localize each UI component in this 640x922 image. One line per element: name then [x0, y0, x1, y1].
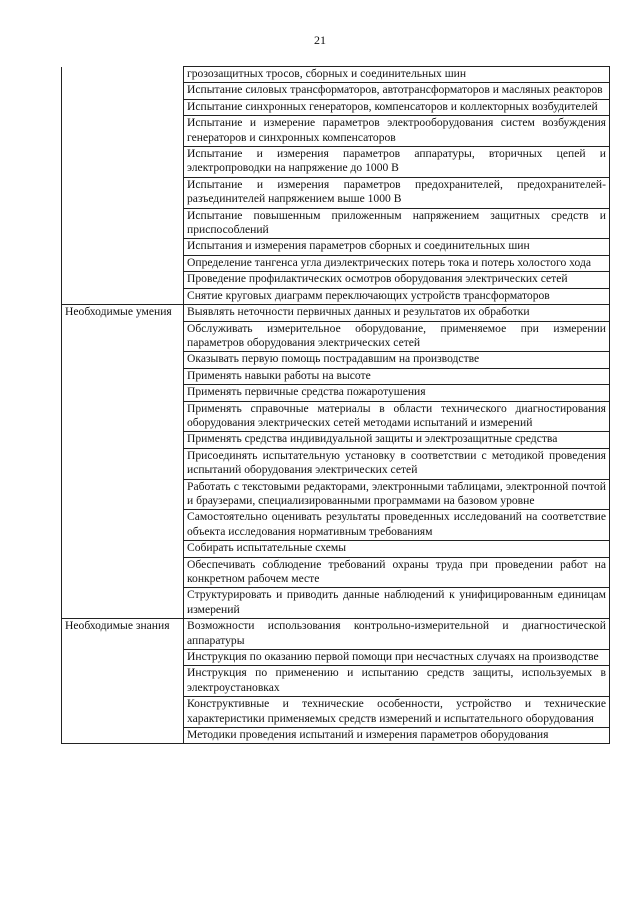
- table-cell-item: Применять навыки работы на высоте: [184, 368, 610, 384]
- table-cell-item: Испытание синхронных генераторов, компенсаторов и коллекторных возбудителей: [184, 99, 610, 115]
- table-row: [62, 305, 610, 321]
- table-cell-item: грозозащитных тросов, сборных и соединительных шин: [184, 67, 610, 83]
- table-row: [62, 67, 610, 83]
- table-cell-item: Собирать испытательные схемы: [184, 541, 610, 557]
- table-cell-item: Испытание повышенным приложенным напряжением защитных средств и приспособлений: [184, 208, 610, 239]
- table-cell-item: Оказывать первую помощь пострадавшим на производстве: [184, 352, 610, 368]
- table-cell-item: Выявлять неточности первичных данных и результатов их обработки: [184, 305, 610, 321]
- table-cell-item: Возможности использования контрольно-измерительной и диагностической аппаратуры: [184, 619, 610, 650]
- table-cell-item: Самостоятельно оценивать результаты проведенных исследований на соответствие объекта исследования нормативным требованиям: [184, 510, 610, 541]
- section-label-continued-activities: [62, 67, 184, 305]
- table-cell-item: Снятие круговых диаграмм переключающих устройств трансформаторов: [184, 288, 610, 304]
- page-number: 21: [314, 33, 326, 47]
- table-cell-item: Инструкция по применению и испытанию средств защиты, используемых в электроустановках: [184, 666, 610, 697]
- table-cell-item: Присоединять испытательную установку в соответствии с методикой проведения испытаний оборудования электрических сетей: [184, 448, 610, 479]
- section-label-required-knowledge: Необходимые знания: [62, 619, 184, 744]
- table-cell-item: Методики проведения испытаний и измерения параметров оборудования: [184, 728, 610, 744]
- table-cell-item: Испытание и измерение параметров электрооборудования систем возбуждения генераторов и синхронных компенсаторов: [184, 116, 610, 147]
- table-cell-item: Испытание и измерения параметров аппаратуры, вторичных цепей и электропроводки на напряжение до 1000 В: [184, 147, 610, 178]
- table-row: [62, 619, 610, 650]
- section-label-required-skills: Необходимые умения: [62, 305, 184, 619]
- table-cell-item: Проведение профилактических осмотров оборудования электрических сетей: [184, 272, 610, 288]
- table-cell-item: Обслуживать измерительное оборудование, применяемое при измерении параметров оборудования электрических сетей: [184, 321, 610, 352]
- table-cell-item: Работать с текстовыми редакторами, электронными таблицами, электронной почтой и браузерами, специализированными программами на базовом уровне: [184, 479, 610, 510]
- table-cell-item: Испытание и измерения параметров предохранителей, предохранителей-разъединителей напряжением выше 1000 В: [184, 177, 610, 208]
- table-cell-item: Конструктивные и технические особенности, устройство и технические характеристики применяемых средств измерений и испытательного оборудования: [184, 697, 610, 728]
- table-cell-item: Испытания и измерения параметров сборных и соединительных шин: [184, 239, 610, 255]
- table-cell-item: Определение тангенса угла диэлектрических потерь тока и потерь холостого хода: [184, 255, 610, 271]
- table-cell-item: Инструкция по оказанию первой помощи при несчастных случаях на производстве: [184, 650, 610, 666]
- table-cell-item: Применять справочные материалы в области технического диагностирования оборудования электрических сетей методами испытаний и измерений: [184, 401, 610, 432]
- requirements-table: [61, 66, 610, 744]
- table-cell-item: Обеспечивать соблюдение требований охраны труда при проведении работ на конкретном рабочем месте: [184, 557, 610, 588]
- table-cell-item: Применять средства индивидуальной защиты и электрозащитные средства: [184, 432, 610, 448]
- table-cell-item: Структурировать и приводить данные наблюдений к унифицированным единицам измерений: [184, 588, 610, 619]
- requirements-table-body: [62, 67, 610, 744]
- table-cell-item: Применять первичные средства пожаротушения: [184, 385, 610, 401]
- table-cell-item: Испытание силовых трансформаторов, автотрансформаторов и масляных реакторов: [184, 83, 610, 99]
